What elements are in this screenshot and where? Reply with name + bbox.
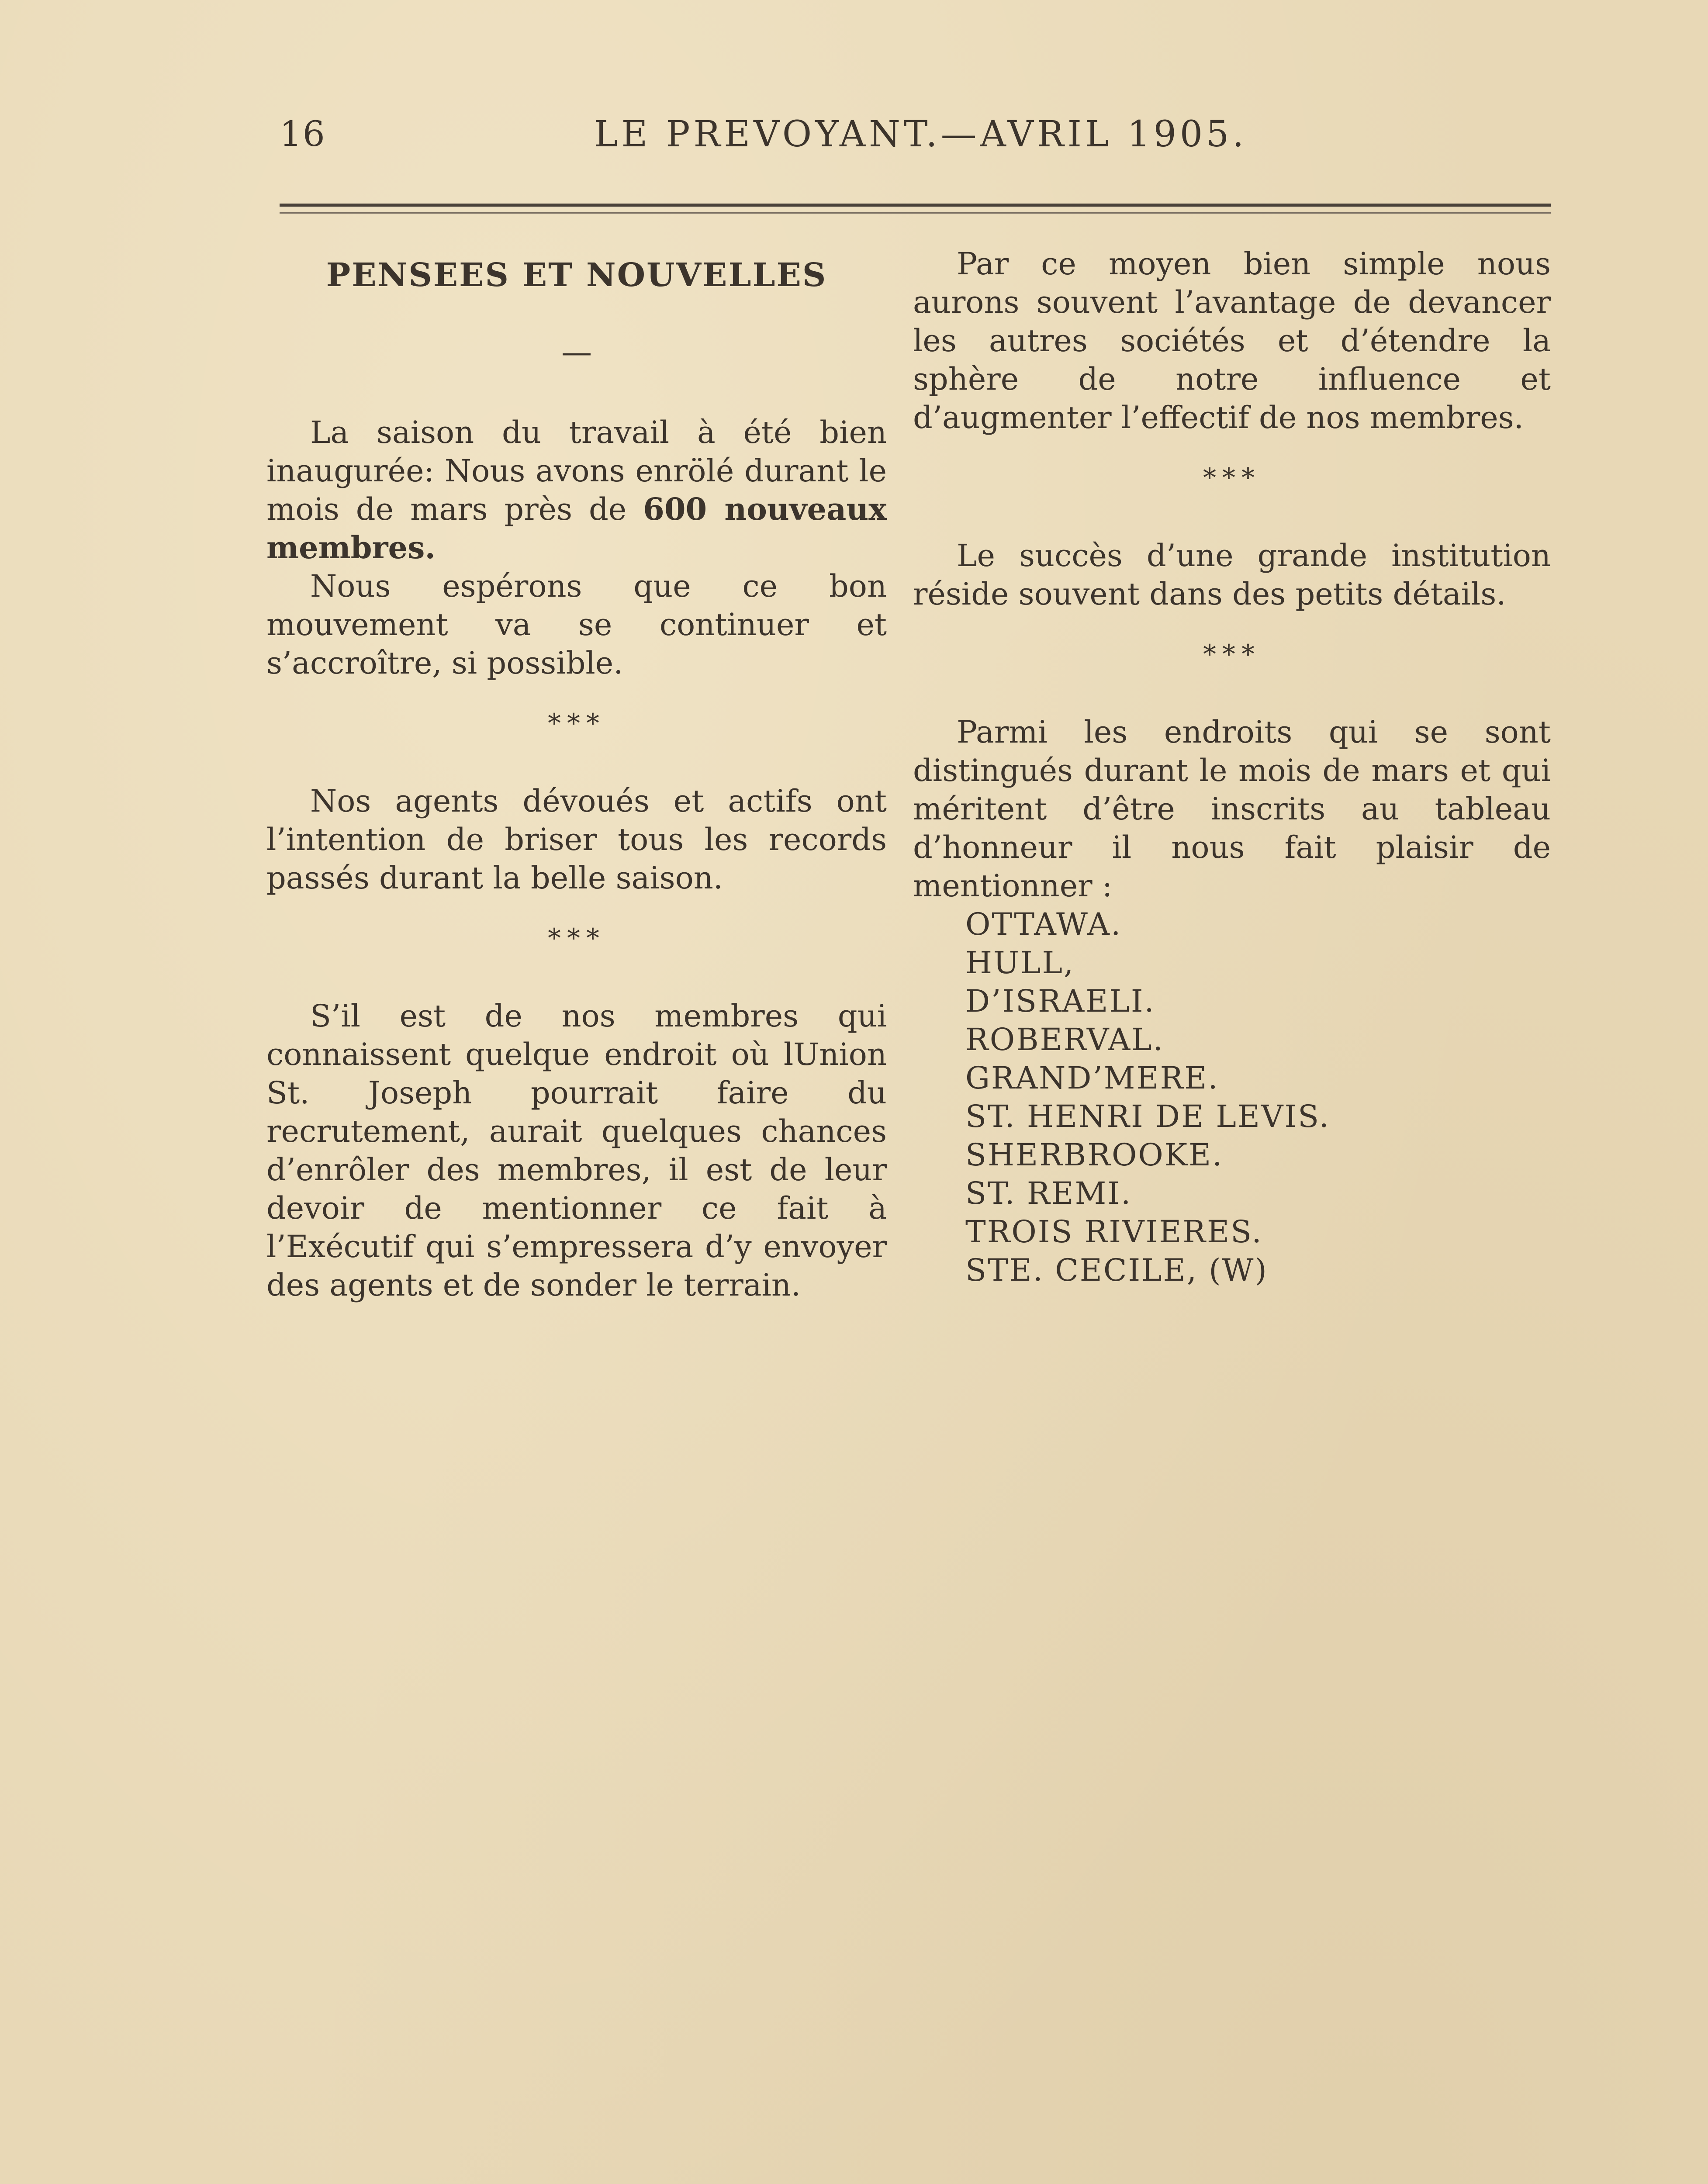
- paragraph-agents: Nos agents dévoués et actifs ont l’intention de briser tous les records passés durant la belle saison.: [266, 783, 887, 896]
- list-item: TROIS RIVIERES.: [965, 1214, 1263, 1250]
- paragraph-honour: Parmi les endroits qui se sont distingués durant le mois de mars et qui méritent d’être inscrits au tableau d’honneur il nous fait plaisir de mentionner :: [913, 714, 1551, 904]
- paragraph-recruitment: S’il est de nos membres qui connaissent quelque endroit où lUnion St. Joseph pourrait faire du recrutement, aurait quelques chances d’enrôler des membres, il est de leur devoir de mentionner ce fait à l’Exécutif qui s’empressera d’y envoyer des agents et de sonder le terrain.: [266, 998, 887, 1303]
- page-number: 16: [280, 114, 326, 154]
- paragraph-success: Le succès d’une grande institution réside souvent dans des petits détails.: [913, 538, 1551, 612]
- honour-places-list: [913, 905, 1551, 1289]
- list-item: ROBERVAL.: [965, 1022, 1164, 1057]
- list-item: OTTAWA.: [965, 906, 1122, 942]
- header-rule-thin: [280, 212, 1551, 214]
- paragraph-hope: Nous espérons que ce bon mouvement va se continuer et s’accroître, si possible.: [266, 568, 887, 681]
- list-item: HULL,: [965, 945, 1075, 981]
- left-column: [266, 245, 887, 1304]
- paragraph-season: [266, 413, 887, 567]
- separator-stars: ***: [1203, 463, 1261, 493]
- list-item: STE. CECILE, (W): [965, 1252, 1268, 1288]
- running-title: LE PREVOYANT.—AVRIL 1905.: [594, 114, 1248, 155]
- separator-stars: ***: [548, 923, 605, 954]
- list-item: ST. HENRI DE LEVIS.: [965, 1099, 1330, 1134]
- separator-stars: ***: [1203, 639, 1261, 670]
- header-rule: [280, 204, 1551, 207]
- title-dash: —: [561, 334, 592, 370]
- paragraph-season-text: La saison du travail à été bien inaugurée: Nous avons enrölé durant le mois de mars près de: [266, 415, 887, 527]
- list-item: ST. REMI.: [965, 1175, 1132, 1211]
- right-column: [913, 245, 1551, 1289]
- new-members-emphasis: 600 nouveaux membres.: [266, 491, 887, 566]
- list-item: D’ISRAELI.: [965, 983, 1155, 1019]
- paragraph-means: Par ce moyen bien simple nous aurons souvent l’avantage de devancer les autres sociétés et d’étendre la sphère de notre influence et d’augmenter l’effectif de nos membres.: [913, 246, 1551, 435]
- list-item: SHERBROOKE.: [965, 1137, 1224, 1173]
- separator-stars: ***: [548, 708, 605, 739]
- section-title: PENSEES ET NOUVELLES: [326, 256, 827, 294]
- list-item: GRAND’MERE.: [965, 1060, 1219, 1096]
- page-header: [280, 105, 1551, 162]
